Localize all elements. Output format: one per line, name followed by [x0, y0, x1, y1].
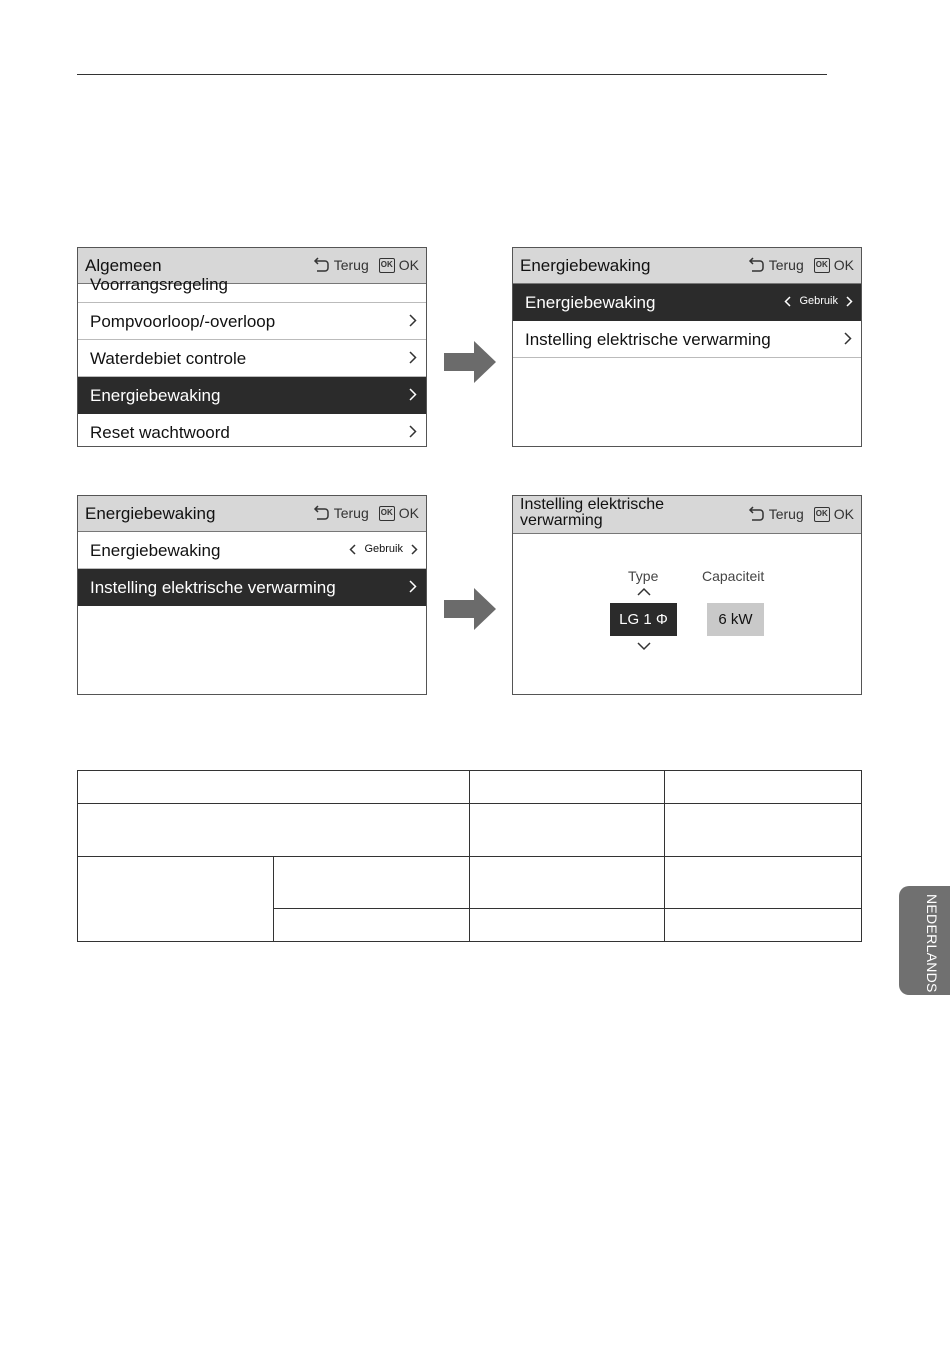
ok-icon[interactable]: OK: [814, 507, 830, 522]
menu-item-energiebewaking[interactable]: [78, 377, 426, 414]
table-cell: [665, 804, 862, 857]
menu-item-pompvoorloop[interactable]: [78, 303, 426, 340]
chevron-right-icon: [409, 314, 417, 327]
table-cell: [469, 771, 665, 804]
table-cell: [78, 771, 470, 804]
table-cell: [78, 857, 274, 942]
screen-energiebewaking: [512, 247, 862, 447]
back-icon[interactable]: [313, 505, 329, 521]
table-row: [78, 771, 862, 804]
arrow-right-icon: [444, 588, 496, 630]
language-tab: [899, 886, 950, 995]
option-selector[interactable]: [349, 543, 418, 555]
type-label: Type: [628, 568, 659, 584]
header-controls: [748, 257, 854, 273]
table-cell: [469, 857, 665, 909]
screen-title-line2: verwarming: [520, 512, 603, 529]
language-tab-label: NEDERLANDS: [924, 894, 940, 993]
table-cell: [469, 804, 665, 857]
back-icon[interactable]: [748, 257, 764, 273]
screen-title: [520, 497, 664, 529]
screen-header: [513, 248, 861, 284]
capacity-value[interactable]: 6 kW: [707, 603, 764, 636]
menu-item-label: Energiebewaking: [90, 541, 221, 560]
screen-title-line1: Instelling elektrische: [520, 496, 665, 513]
back-icon[interactable]: [748, 506, 764, 522]
menu-item-label: Voorrangsregeling: [90, 275, 228, 294]
back-icon[interactable]: [313, 257, 329, 273]
chevron-right-icon: [844, 332, 852, 345]
menu-item-voorrangsregeling[interactable]: [78, 275, 426, 303]
chevron-right-icon: [409, 425, 417, 438]
table-cell: [78, 804, 470, 857]
menu-item-energiebewaking[interactable]: [513, 284, 861, 321]
table-cell: [665, 909, 862, 942]
header-controls: [313, 505, 419, 521]
screen-instelling-elektrische-verwarming: [512, 495, 862, 695]
menu-item-label: Waterdebiet controle: [90, 349, 247, 368]
chevron-up-icon[interactable]: [637, 587, 651, 596]
ok-label[interactable]: OK: [833, 257, 854, 273]
menu-item-label: Instelling elektrische verwarming: [525, 330, 771, 349]
option-value: Gebruik: [364, 543, 403, 555]
screen-title: Energiebewaking: [85, 504, 216, 523]
chevron-left-icon[interactable]: [349, 544, 356, 555]
table-cell: [273, 909, 469, 942]
menu-item-label: Pompvoorloop/-overloop: [90, 312, 276, 331]
table-row: [78, 804, 862, 857]
chevron-down-icon[interactable]: [637, 642, 651, 651]
ok-icon[interactable]: OK: [379, 506, 395, 521]
chevron-right-icon[interactable]: [846, 296, 853, 307]
ok-label[interactable]: OK: [398, 505, 419, 521]
menu-item-label: Energiebewaking: [525, 293, 656, 312]
menu-item-energiebewaking[interactable]: [78, 532, 426, 569]
type-value[interactable]: LG 1 Φ: [610, 603, 677, 636]
header-controls: [748, 506, 854, 522]
table-cell: [273, 857, 469, 909]
chevron-right-icon: [409, 351, 417, 364]
option-selector[interactable]: [784, 295, 853, 307]
screen-header: [78, 496, 426, 532]
option-value: Gebruik: [799, 295, 838, 307]
menu-item-waterdebiet[interactable]: [78, 340, 426, 377]
ok-label[interactable]: OK: [833, 506, 854, 522]
arrow-right-icon: [444, 341, 496, 383]
menu-item-reset-wachtwoord[interactable]: [78, 414, 426, 447]
menu-item-instelling-elektrische-verwarming[interactable]: [78, 569, 426, 606]
back-label[interactable]: Terug: [768, 506, 804, 522]
menu-item-instelling-elektrische-verwarming[interactable]: [513, 321, 861, 358]
ok-icon[interactable]: OK: [814, 258, 830, 273]
table-cell: [469, 909, 665, 942]
screen-header: [513, 496, 861, 534]
capacity-label: Capaciteit: [702, 568, 765, 584]
chevron-right-icon[interactable]: [411, 544, 418, 555]
chevron-right-icon: [409, 388, 417, 401]
screen-algemeen: [77, 247, 427, 447]
settings-table: [77, 770, 862, 942]
back-label[interactable]: Terug: [333, 505, 369, 521]
table-cell: [665, 857, 862, 909]
menu-item-label: Reset wachtwoord: [90, 423, 230, 442]
screen-title: Algemeen: [85, 256, 162, 275]
back-label[interactable]: Terug: [768, 257, 804, 273]
ok-label[interactable]: OK: [398, 257, 419, 273]
table-cell: [665, 771, 862, 804]
menu-item-label: Energiebewaking: [90, 386, 221, 405]
table-row: [78, 857, 862, 909]
ok-icon[interactable]: OK: [379, 258, 395, 273]
header-controls: [313, 257, 419, 273]
chevron-right-icon: [409, 580, 417, 593]
screen-title: Energiebewaking: [520, 256, 651, 275]
top-rule: [77, 74, 827, 75]
screen-energiebewaking-2: [77, 495, 427, 695]
menu-item-label: Instelling elektrische verwarming: [90, 578, 336, 597]
chevron-left-icon[interactable]: [784, 296, 791, 307]
back-label[interactable]: Terug: [333, 257, 369, 273]
